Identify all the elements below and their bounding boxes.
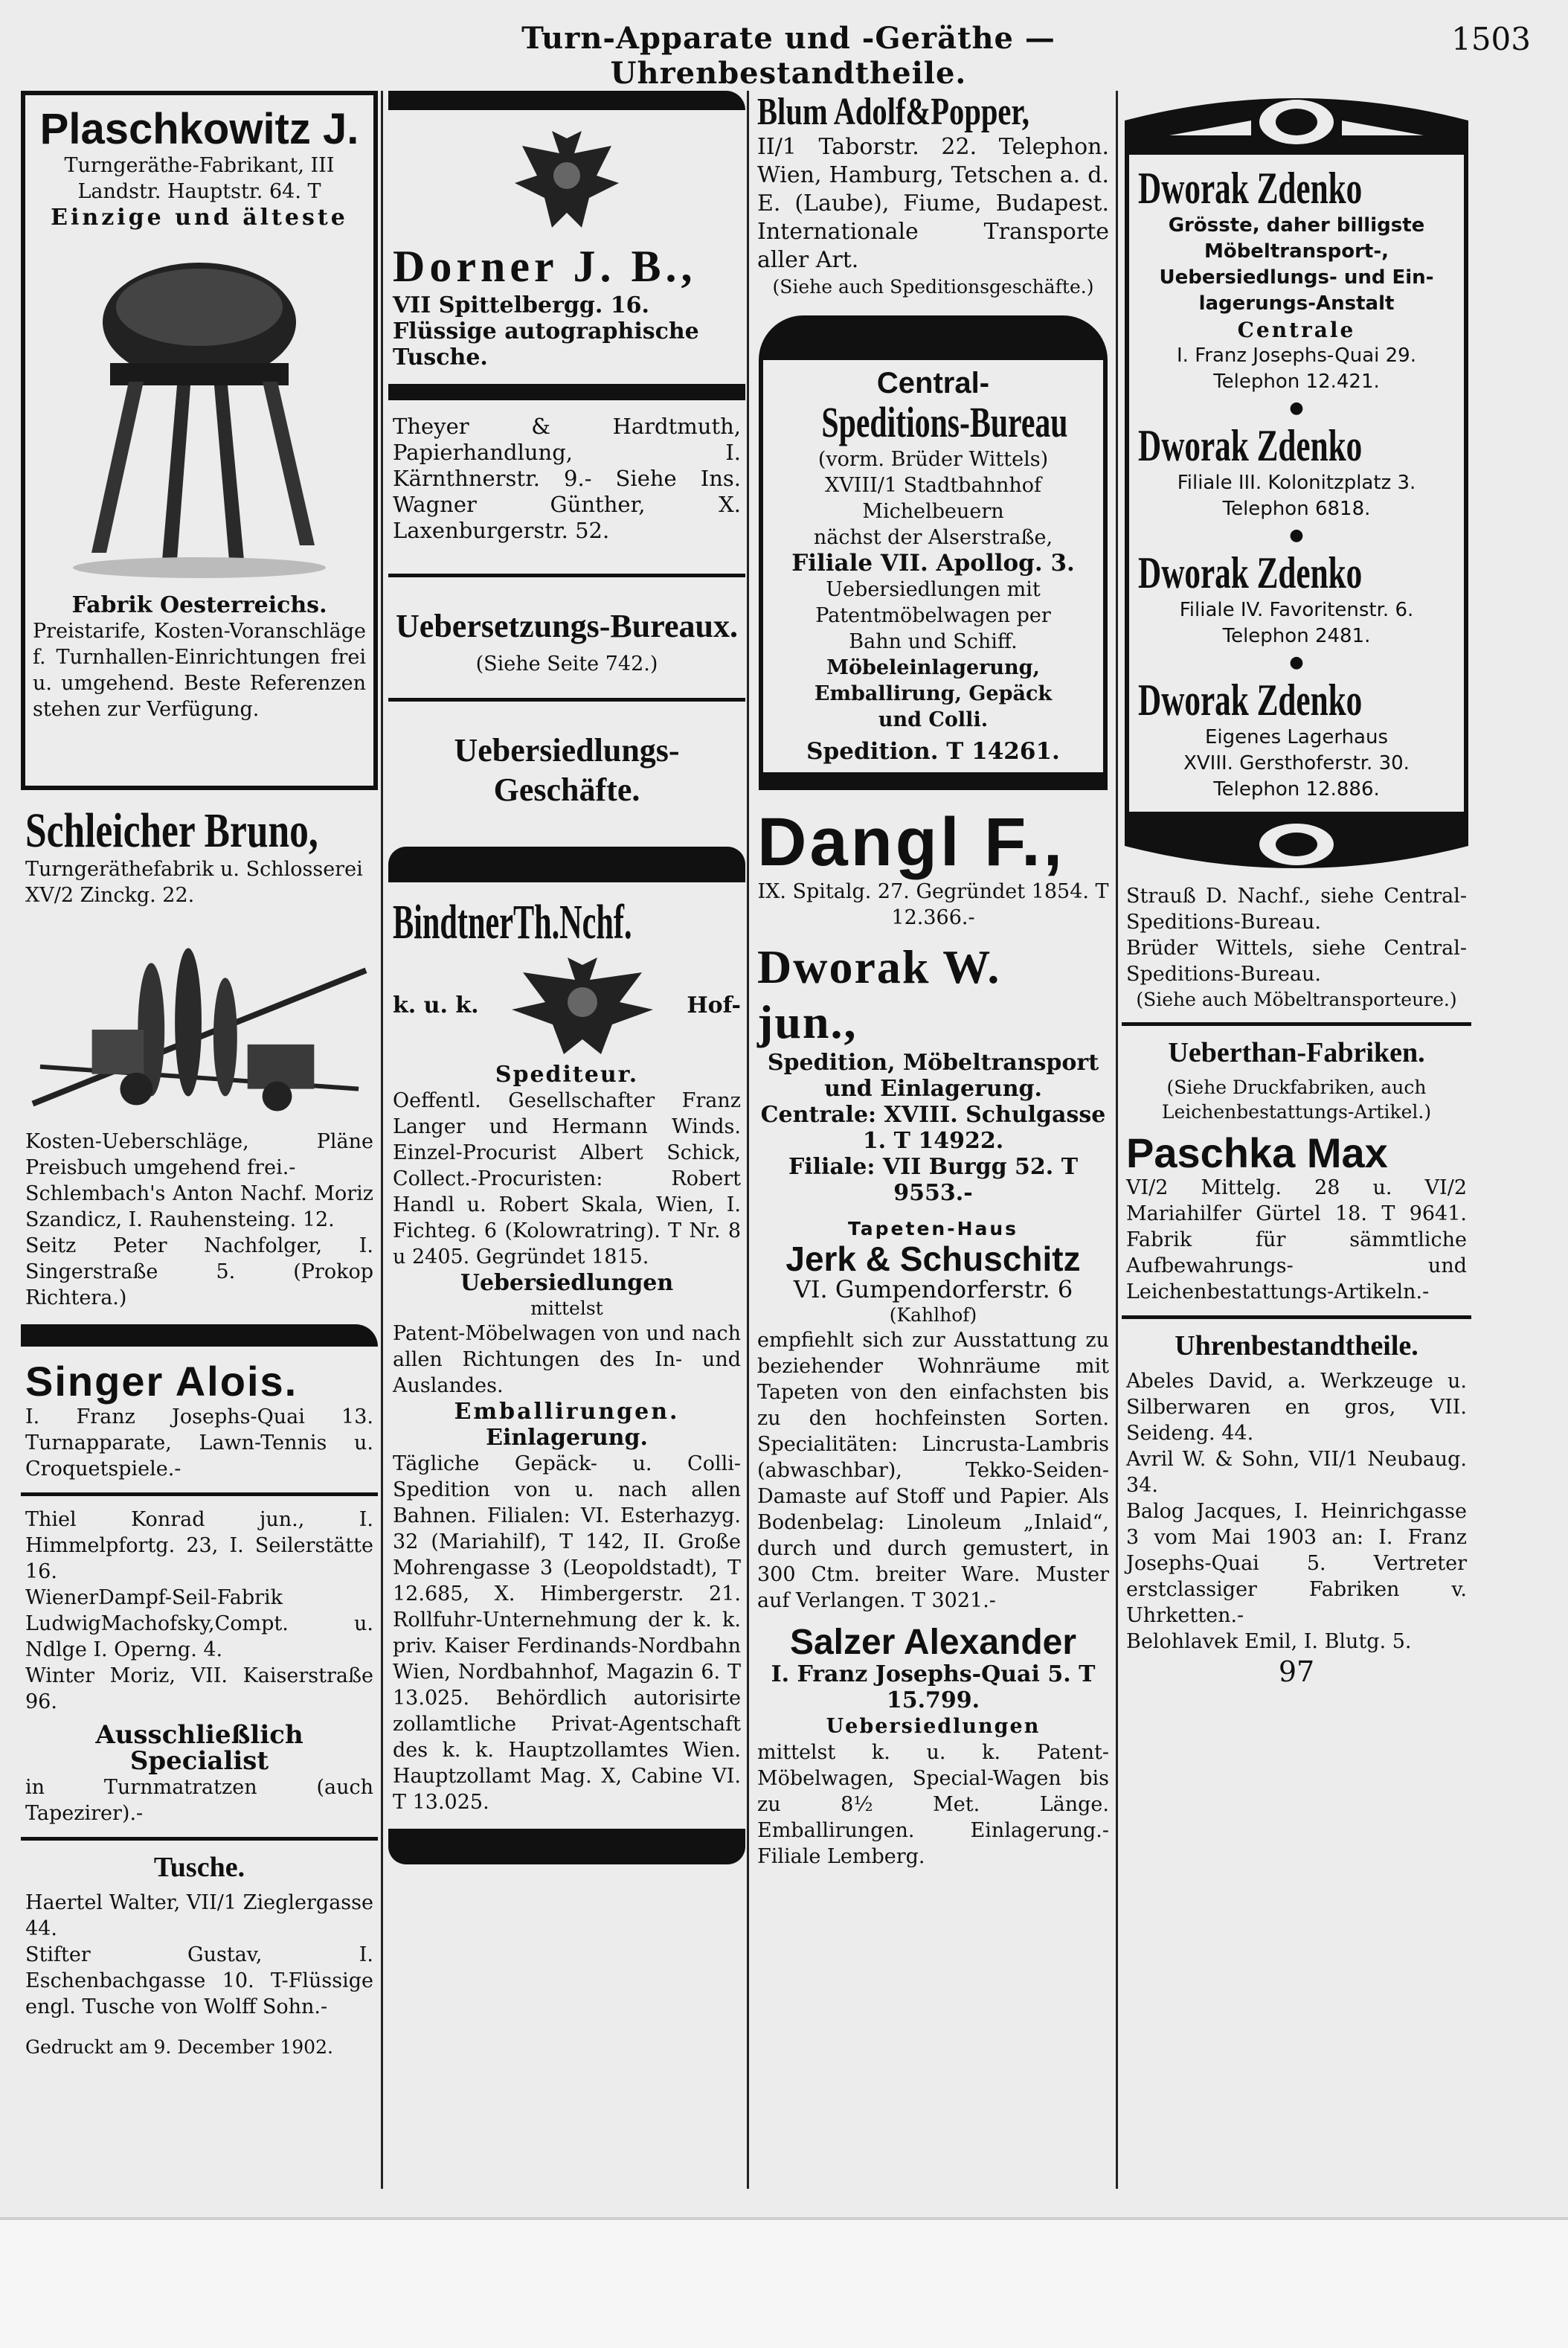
ad-line: VI. Gumpendorferstr. 6 — [793, 1274, 1073, 1303]
ad-line: Spedition. T 14261. — [806, 737, 1060, 765]
ad-paschka — [1122, 1129, 1471, 1306]
ad-plaschkowitz — [21, 91, 378, 790]
pommel-horse-illustration — [33, 237, 366, 586]
ad-body: Spedition, Möbeltransport und Einlagerung. — [767, 1049, 1099, 1102]
list-item: Stifter Gustav, I. Eschenbachgasse 10. T-Flüssige engl. Tusche von Wolff Sohn.- — [25, 1943, 373, 2018]
page-edge — [0, 2217, 1568, 2348]
advertiser-name: BindtnerTh.Nchf. — [393, 895, 632, 950]
ad-line: Uebersiedlungs- und Ein- — [1159, 266, 1434, 289]
advertiser-name: Plaschkowitz J. — [39, 105, 359, 153]
ad-blum — [753, 91, 1114, 299]
advertiser-name: Dworak W. jun., — [757, 940, 1001, 1048]
list-item: Theyer & Hardtmuth, Papierhandlung, I. Kärnthnerstr. 9.- Siehe Ins. Wagner Günther, X. Laxenburgerstr. 52. — [393, 414, 741, 543]
advertiser-name: Dworak Zdenko — [1138, 164, 1363, 213]
advertiser-name: Dangl F., — [757, 803, 1066, 880]
ad-line: (vorm. Brüder Wittels) — [817, 447, 1049, 471]
ad-line: mittelst — [530, 1297, 603, 1319]
separator-bar — [21, 1324, 378, 1347]
separator-rule — [388, 698, 745, 702]
ornament-top-icon — [1125, 91, 1468, 150]
list-item: Brüder Wittels, siehe Central-Speditions-Bureau. — [1126, 937, 1467, 986]
ad-schleicher — [21, 805, 378, 1181]
column-2 — [388, 91, 745, 2219]
separator-rule — [1122, 1315, 1471, 1319]
ad-role: Spediteur. — [495, 1061, 639, 1088]
ornament-bar — [388, 91, 745, 110]
list-item: WienerDampf-Seil-Fabrik LudwigMachofsky,Compt. u. Ndlge I. Operng. 4. — [25, 1586, 373, 1662]
ad-line: Filiale VII. Apollog. 3. — [791, 549, 1075, 577]
ad-line: Emballirung, Gepäck — [814, 681, 1053, 705]
column-divider — [747, 91, 749, 2189]
section-heading-uebersetzungs: Uebersetzungs-Bureaux. — [396, 608, 738, 644]
double-eagle-icon — [501, 954, 664, 1058]
ad-line: I. Franz Josephs-Quai 5. T 15.799. — [771, 1661, 1096, 1714]
column-3 — [753, 91, 1114, 2219]
section-heading-tusche: Tusche. — [153, 1852, 245, 1884]
advertiser-name: Blum Adolf&Popper, — [757, 91, 1029, 133]
ad-reference: (Siehe auch Speditionsgeschäfte.) — [772, 276, 1094, 298]
ad-line: XV/2 Zinckg. 22. — [25, 884, 195, 908]
ad-tagline: Einzige und älteste — [51, 204, 348, 231]
specialist-title: Ausschließlich Specialist — [95, 1720, 303, 1777]
list-item: Thiel Konrad jun., I. Himmelpfortg. 23, I. Seilerstätte 16. — [25, 1508, 373, 1584]
ad-line: (Kahlhof) — [889, 1303, 977, 1326]
advertiser-name: Speditions-Bureau — [821, 398, 1068, 447]
ornament-bar — [388, 384, 745, 400]
hof-label: Hof- — [687, 992, 741, 1019]
ad-line: Bahn und Schiff. — [849, 629, 1018, 653]
ad-line: Turngeräthe-Fabrikant, III — [64, 153, 335, 177]
ad-line: und Colli. — [878, 708, 989, 731]
ad-line: Filiale: VII Burgg 52. T 9553.- — [788, 1153, 1079, 1206]
list-item: Schlembach's Anton Nachf. Moriz Szandicz, I. Rauhensteing. 12. — [25, 1182, 373, 1232]
advertiser-name: Schleicher Bruno, — [25, 803, 318, 858]
page-title: Turn-Apparate und -Geräthe — Uhrenbestandtheile. — [521, 21, 1055, 91]
ad-dworak-w — [753, 940, 1114, 1206]
list-item: Seitz Peter Nachfolger, I. Singerstraße 5. (Prokop Richtera.) — [25, 1234, 373, 1310]
list-item: Avril W. & Sohn, VII/1 Neubaug. 34. — [1126, 1447, 1467, 1497]
list-item: Haertel Walter, VII/1 Zieglergasse 44. — [25, 1890, 373, 1940]
advertiser-name: Dworak Zdenko — [1138, 676, 1363, 725]
ad-line: Telephon 12.886. — [1213, 778, 1380, 801]
ad-factory: Fabrik Oesterreichs. — [71, 591, 327, 618]
double-eagle-icon — [500, 124, 634, 235]
entry-list — [21, 1181, 378, 1311]
entry-list — [21, 1507, 378, 1826]
kuk-hof-emblem-row — [393, 950, 741, 1062]
advertiser-name: Dorner J. B., — [393, 242, 697, 291]
column-divider — [1116, 91, 1118, 2189]
ad-line: Flüssige autographische Tusche. — [393, 318, 699, 371]
ad-body: Patent-Möbelwagen von und nach allen Richtungen des In- und Auslandes. — [393, 1321, 741, 1397]
ad-line: Telephon 2481. — [1222, 625, 1371, 647]
section-heading-uhren: Uhrenbestandtheile. — [1175, 1330, 1418, 1362]
section-reference: (Siehe Druckfabriken, auch Leichenbestattungs-Artikel.) — [1161, 1076, 1432, 1123]
ad-dorner — [388, 241, 745, 371]
ad-line: Filiale IV. Favoritenstr. 6. — [1179, 599, 1414, 621]
ad-line: nächst der Alserstraße, — [813, 525, 1053, 549]
ad-line: Patentmöbelwagen per — [815, 603, 1051, 627]
ornament-bar — [759, 315, 1108, 360]
print-date: Gedruckt am 9. December 1902. — [25, 2036, 333, 2058]
ad-line: I. Franz Josephs-Quai 29. — [1177, 344, 1416, 367]
column-1 — [21, 91, 378, 2219]
eagle-emblem — [388, 124, 745, 235]
section-heading-uebersiedlungs: Uebersiedlungs-Geschäfte. — [454, 731, 680, 808]
ad-heading: Einlagerung. — [486, 1424, 648, 1451]
ornament-bar — [388, 1829, 745, 1864]
ad-body: Preistarife, Kosten-Voranschläge f. Turnhallen-Einrichtungen frei u. umgehend. Beste Referenzen stehen zur Verfügung. — [33, 619, 366, 721]
ad-line: Grösste, daher billigste — [1168, 214, 1425, 237]
advertiser-name: Singer Alois. — [25, 1358, 298, 1405]
ad-heading: Uebersiedlungen — [826, 1715, 1041, 1739]
ad-heading: Uebersiedlungen — [460, 1269, 674, 1296]
ad-line: Uebersiedlungen mit — [826, 577, 1041, 601]
footer-number: 97 — [1278, 1655, 1315, 1688]
separator-rule — [21, 1492, 378, 1496]
ornament-bar — [759, 772, 1108, 790]
ad-line: Central- — [876, 367, 990, 400]
ad-line: Filiale III. Kolonitzplatz 3. — [1177, 472, 1416, 494]
ad-central-speditions — [753, 315, 1114, 790]
ad-body: I. Franz Josephs-Quai 13. Turnapparate, Lawn-Tennis u. Croquetspiele.- — [25, 1405, 373, 1481]
section-reference: (Siehe auch Möbeltransporteure.) — [1136, 989, 1457, 1010]
separator-rule — [1122, 1022, 1471, 1026]
ad-line: Eigenes Lagerhaus — [1204, 726, 1389, 748]
specialist-body: in Turnmatratzen (auch Tapezirer).- — [25, 1776, 373, 1826]
separator-rule — [388, 574, 745, 577]
gym-equipment-illustration — [25, 914, 373, 1123]
advertiser-name: Salzer Alexander — [789, 1622, 1077, 1662]
advertiser-name: Paschka Max — [1126, 1129, 1388, 1176]
pommel-horse-icon — [65, 240, 333, 583]
section-heading-ueberthan: Ueberthan-Fabriken. — [1168, 1037, 1425, 1068]
bullet-icon: ● — [1289, 526, 1304, 545]
ad-line: Centrale: XVIII. Schulgasse 1. T 14922. — [760, 1101, 1106, 1154]
ornament-bottom-icon — [1125, 816, 1468, 876]
section-reference: (Siehe Seite 742.) — [475, 652, 658, 676]
ad-bindtner — [388, 896, 745, 1815]
ad-line: Telephon 12.421. — [1213, 371, 1380, 393]
ad-jerk-schuschitz — [753, 1216, 1114, 1614]
entry-list — [1122, 883, 1471, 1012]
list-item: Belohlavek Emil, I. Blutg. 5. — [1126, 1629, 1412, 1653]
list-item: Winter Moriz, VII. Kaiserstraße 96. — [25, 1664, 373, 1714]
entry-theyer — [388, 414, 745, 544]
bullet-icon: ● — [1289, 399, 1304, 417]
entry-list — [1122, 1368, 1471, 1688]
ad-body: mittelst k. u. k. Patent-Möbelwagen, Special-Wagen bis zu 8½ Met. Länge. Emballirungen. Einlagerung.- Filiale Lemberg. — [757, 1741, 1109, 1869]
ad-body: Oeffentl. Gesellschafter Franz Langer und Hermann Winds. Einzel-Procurist Albert Schick, Collect.-Procuristen: Robert Handl u. Robert Skala, Wien, I. Fichteg. 6 (Kolowratring). T Nr. 8 u 2405. Gegründet 1815. — [393, 1088, 741, 1268]
ad-body: Kosten-Ueberschläge, Pläne Preisbuch umgehend frei.- — [25, 1130, 373, 1180]
page-header — [45, 21, 1538, 91]
advertiser-name: Jerk & Schuschitz — [785, 1239, 1081, 1278]
advertiser-name: Dworak Zdenko — [1138, 421, 1363, 470]
ad-line: XVIII. Gersthoferstr. 30. — [1183, 752, 1410, 774]
ad-line: Möbeltransport-, — [1204, 240, 1389, 263]
page-number: 1503 — [1451, 21, 1531, 57]
ad-body: empfiehlt sich zur Ausstattung zu beziehender Wohnräume mit Tapeten von den einfachsten bis zu den hochfeinsten Sorten. Specialitäten: Lincrusta-Lambris (abwaschbar), Tekko-Seiden-Damaste auf Stoff und Papier. Als Bodenbelag: Linoleum „Inlaid“, durch und durch gemustert, in 300 Ctm. breiter Ware. Muster auf Verlangen. T 3021.- — [757, 1328, 1109, 1612]
ad-dangl — [753, 803, 1114, 931]
ad-line: VII Spittelbergg. 16. — [393, 292, 649, 318]
list-item: Abeles David, a. Werkzeuge u. Silberwaren en gros, VII. Seideng. 44. — [1126, 1369, 1467, 1445]
column-divider — [381, 91, 383, 2189]
ad-line: Telephon 6818. — [1222, 498, 1371, 520]
ad-line: Tapeten-Haus — [847, 1217, 1019, 1239]
ad-body: IX. Spitalg. 27. Gegründet 1854. T 12.366.- — [757, 879, 1109, 929]
clubs-dumbbells-icon — [25, 918, 373, 1119]
ad-singer — [21, 1360, 378, 1482]
ad-salzer — [753, 1624, 1114, 1870]
ad-body: Tägliche Gepäck- u. Colli-Spedition von u. nach allen Bahnen. Filialen: VI. Esterhazyg. 32 (Mariahilf), T 142, II. Große Mohrengasse 3 (Leopoldstadt), T 12.685, X. Himbergerstr. 21. Rollfuhr-Unternehmung der k. k. priv. Kaiser Ferdinands-Nordbahn Wien, Nordbahnhof, Magazin 6. T 13.025. Behördlich autorisirte zollamtliche Privat-Agentschaft des k. k. Hauptzollamtes Wien. Hauptzollamt Mag. X, Cabine VI. T 13.025. — [393, 1452, 741, 1814]
ad-line: lagerungs-Anstalt — [1198, 292, 1395, 315]
list-item: Balog Jacques, I. Heinrichgasse 3 vom Mai 1903 an: I. Franz Josephs-Quai 5. Vertreter erstclassiger Fabriken v. Uhrketten.- — [1126, 1499, 1467, 1627]
bullet-icon: ● — [1289, 653, 1304, 672]
entry-list — [21, 1890, 378, 2059]
ornament-bar — [388, 847, 745, 882]
kuk-label: k. u. k. — [393, 992, 479, 1019]
ad-heading: Emballirungen. — [454, 1398, 680, 1425]
ad-line: Centrale — [1237, 318, 1356, 342]
ad-line: Möbeleinlagerung, — [826, 655, 1040, 679]
advertiser-name: Dworak Zdenko — [1138, 548, 1363, 597]
ad-line: Turngeräthefabrik u. Schlosserei — [25, 858, 363, 882]
ad-body: II/1 Taborstr. 22. Telephon. Wien, Hamburg, Tetschen a. d. E. (Laube), Fiume, Budapest. Internationale Transporte aller Art. — [757, 134, 1109, 274]
column-4 — [1122, 91, 1471, 2219]
ad-line: XVIII/1 Stadtbahnhof Michelbeuern — [825, 473, 1041, 523]
ad-body: VI/2 Mittelg. 28 u. VI/2 Mariahilfer Gürtel 18. T 9641. Fabrik für sämmtliche Aufbewahrungs- und Leichenbestattungs-Artikeln.- — [1126, 1176, 1467, 1304]
separator-rule — [21, 1837, 378, 1841]
ad-line: Landstr. Hauptstr. 64. T — [77, 179, 321, 203]
list-item: Strauß D. Nachf., siehe Central-Speditions-Bureau. — [1126, 885, 1467, 934]
ad-dworak-zdenko — [1122, 91, 1471, 876]
